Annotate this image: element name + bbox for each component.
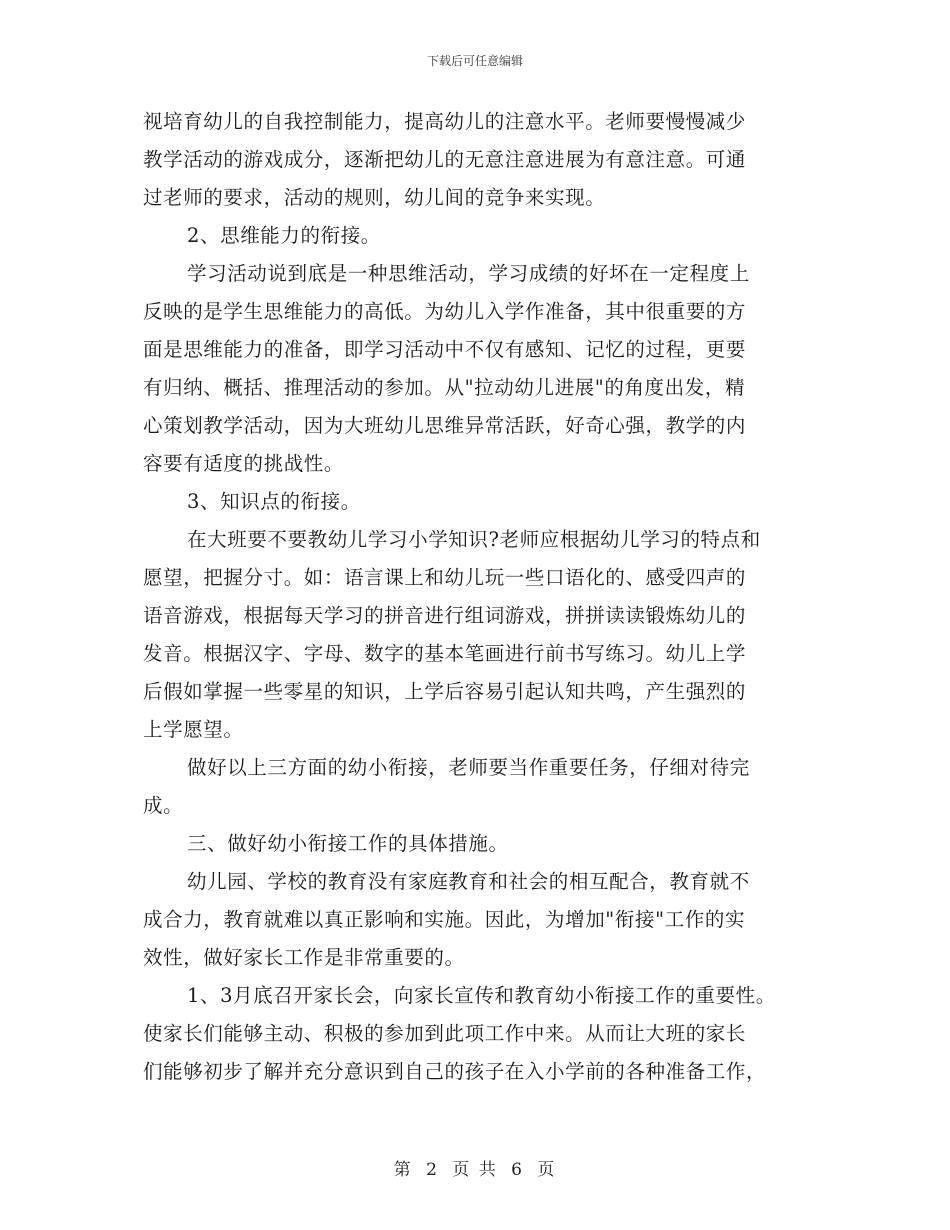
page-footer — [0, 1155, 950, 1180]
text-line: 成合力，教育就难以真正影响和实施。因此，为增加"衔接"工作的实 — [143, 908, 746, 931]
text-line: 语音游戏，根据每天学习的拼音进行组词游戏，拼拼读读锻炼幼儿的 — [143, 604, 747, 627]
text-line: 做好以上三方面的幼小衔接，老师要当作重要任务，仔细对待完 — [187, 756, 750, 779]
text-line: 后假如掌握一些零星的知识，上学后容易引起认知共鸣，产生强烈的 — [143, 680, 747, 703]
text-line: 成。 — [143, 794, 184, 817]
text-line: 幼儿园、学校的教育没有家庭教育和社会的相互配合，教育就不 — [187, 870, 750, 893]
footer-middle: 页 共 — [452, 1160, 498, 1180]
text-line: 反映的是学生思维能力的高低。为幼儿入学作准备，其中很重要的方 — [143, 300, 747, 323]
text-line: 使家长们能够主动、积极的参加到此项工作中来。从而让大班的家长 — [143, 1022, 747, 1045]
text-line: 1、3月底召开家长会，向家长宣传和教育幼小衔接工作的重要性。 — [187, 984, 776, 1007]
text-line: 们能够初步了解并充分意识到自己的孩子在入小学前的各种准备工作， — [143, 1060, 767, 1083]
text-line: 上学愿望。 — [143, 718, 244, 741]
text-line: 学习活动说到底是一种思维活动，学习成绩的好坏在一定程度上 — [187, 262, 750, 285]
text-line: 三、做好幼小衔接工作的具体措施。 — [187, 832, 509, 855]
text-line: 愿望，把握分寸。如：语言课上和幼儿玩一些口语化的、感受四声的 — [143, 566, 747, 589]
footer-total-pages: 6 — [511, 1160, 524, 1180]
footer-suffix: 页 — [537, 1160, 557, 1180]
text-line: 教学活动的游戏成分，逐渐把幼儿的无意注意进展为有意注意。可通 — [143, 148, 747, 171]
text-line: 心策划教学活动，因为大班幼儿思维异常活跃，好奇心强，教学的内 — [143, 414, 747, 437]
text-line: 在大班要不要教幼儿学习小学知识?老师应根据幼儿学习的特点和 — [187, 528, 761, 551]
text-line: 3、知识点的衔接。 — [187, 490, 361, 513]
text-line: 有归纳、概括、推理活动的参加。从"拉动幼儿进展"的角度出发，精 — [143, 376, 746, 399]
footer-prefix: 第 — [393, 1160, 413, 1180]
text-line: 容要有适度的挑战性。 — [143, 452, 345, 475]
footer-page-number: 2 — [426, 1160, 439, 1180]
text-line: 过老师的要求，活动的规则，幼儿间的竞争来实现。 — [143, 186, 606, 209]
text-line: 效性，做好家长工作是非常重要的。 — [143, 946, 465, 969]
page-header: 下载后可任意编辑 — [426, 54, 523, 68]
text-line: 发音。根据汉字、字母、数字的基本笔画进行前书写练习。幼儿上学 — [143, 642, 747, 665]
document-body — [143, 103, 823, 1091]
text-line: 视培育幼儿的自我控制能力，提高幼儿的注意水平。老师要慢慢减少 — [143, 110, 747, 133]
text-line: 面是思维能力的准备，即学习活动中不仅有感知、记忆的过程，更要 — [143, 338, 747, 361]
text-line: 2、思维能力的衔接。 — [187, 224, 381, 247]
